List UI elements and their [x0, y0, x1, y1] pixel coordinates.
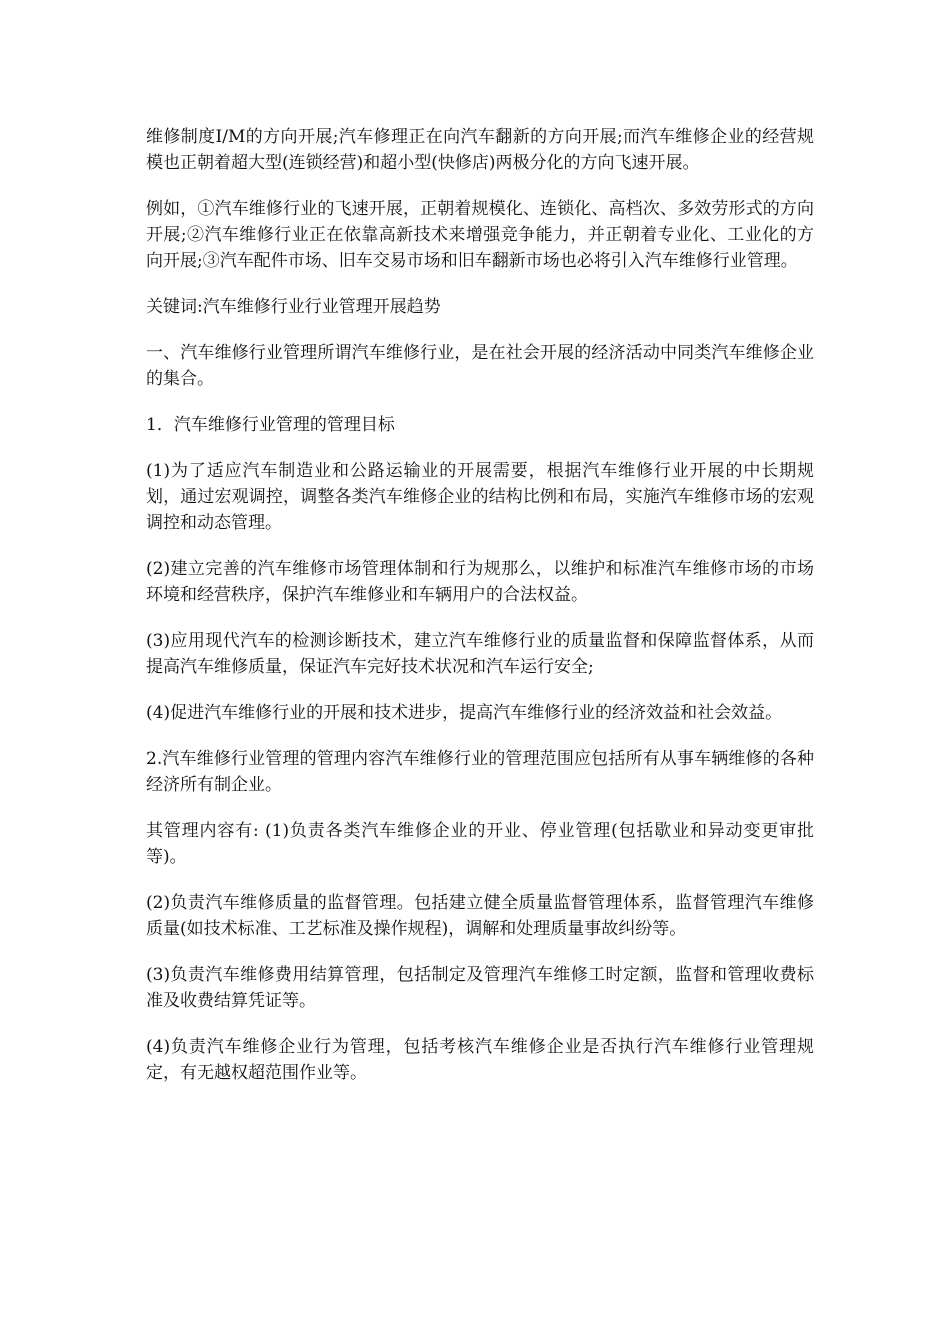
paragraph-content-1: 其管理内容有: (1)负责各类汽车维修企业的开业、停业管理(包括歇业和异动变更审批等)。: [146, 821, 814, 867]
paragraph-examples: 例如，①汽车维修行业的飞速开展，正朝着规模化、连锁化、高档次、多效劳形式的方向开展;②汽车维修行业正在依靠高新技术来增强竞争能力，并正朝着专业化、工业化的方向开展;③汽车配件市场、旧车交易市场和旧车翻新市场也必将引入汽车维修行业管理。: [146, 199, 814, 271]
paragraph-goal-2: (2)建立完善的汽车维修市场管理体制和行为规那么，以维护和标准汽车维修市场的市场环境和经营秩序，保护汽车维修业和车辆用户的合法权益。: [146, 559, 814, 605]
paragraph-goal-3: (3)应用现代汽车的检测诊断技术，建立汽车维修行业的质量监督和保障监督体系，从而提高汽车维修质量，保证汽车完好技术状况和汽车运行安全;: [146, 631, 814, 677]
paragraph-content-3: (3)负责汽车维修费用结算管理，包括制定及管理汽车维修工时定额，监督和管理收费标准及收费结算凭证等。: [146, 965, 814, 1011]
paragraph-goal-1: (1)为了适应汽车制造业和公路运输业的开展需要，根据汽车维修行业开展的中长期规划，通过宏观调控，调整各类汽车维修企业的结构比例和布局，实施汽车维修市场的宏观调控和动态管理。: [146, 461, 814, 533]
paragraph-goal-4: (4)促进汽车维修行业的开展和技术进步，提高汽车维修行业的经济效益和社会效益。: [146, 703, 783, 723]
paragraph-repair-trend: 维修制度I/M的方向开展;汽车修理正在向汽车翻新的方向开展;而汽车维修企业的经营规模也正朝着超大型(连锁经营)和超小型(快修店)两极分化的方向飞速开展。: [146, 127, 814, 173]
paragraph-keywords: 关键词:汽车维修行业行业管理开展趋势: [146, 297, 441, 317]
paragraph-management-goals-heading: 1．汽车维修行业管理的管理目标: [146, 415, 395, 435]
paragraph-management-content: 2.汽车维修行业管理的管理内容汽车维修行业的管理范围应包括所有从事车辆维修的各种经济所有制企业。: [146, 749, 814, 795]
paragraph-content-4: (4)负责汽车维修企业行为管理，包括考核汽车维修企业是否执行汽车维修行业管理规定，有无越权超范围作业等。: [146, 1037, 814, 1083]
paragraph-content-2: (2)负责汽车维修质量的监督管理。包括建立健全质量监督管理体系，监督管理汽车维修质量(如技术标准、工艺标准及操作规程)，调解和处理质量事故纠纷等。: [146, 893, 814, 939]
paragraph-section-one: 一、汽车维修行业管理所谓汽车维修行业，是在社会开展的经济活动中同类汽车维修企业的集合。: [146, 343, 814, 389]
document-body: [146, 124, 814, 1106]
